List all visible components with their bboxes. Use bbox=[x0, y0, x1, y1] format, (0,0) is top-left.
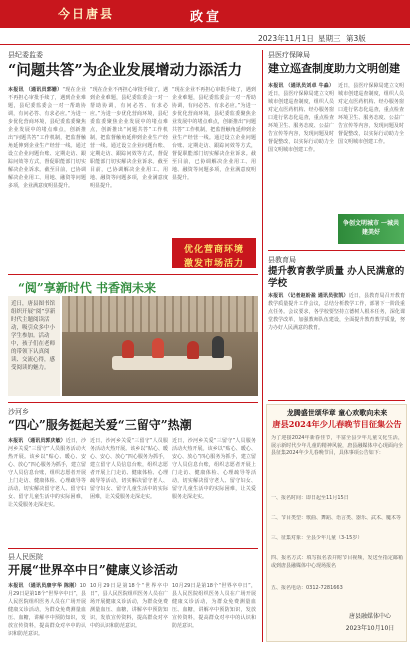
notice-item-5: 五、报名电话：0312-7281663 bbox=[271, 585, 343, 591]
notice-footer-date: 2023年10月10日 bbox=[345, 625, 395, 632]
right-rule-1 bbox=[268, 250, 405, 251]
article2-body-col3 bbox=[172, 437, 256, 545]
right-article1-headline: 建立巡查制度助力文明创建 bbox=[268, 62, 400, 75]
dateline bbox=[0, 30, 410, 44]
newspaper-logo: 今日唐县 bbox=[58, 7, 115, 21]
civilization-banner-text: 争创文明城市 一城共建美好 bbox=[342, 220, 400, 236]
article1-body bbox=[8, 86, 86, 268]
right-article1-body bbox=[268, 82, 334, 212]
right-article2-byline: 本报讯 （记者赵盼盈 通讯员张凯） bbox=[268, 293, 349, 299]
article2-body bbox=[8, 437, 86, 545]
right-article1-kicker: 县医疗保障局 bbox=[268, 51, 310, 59]
civilization-banner bbox=[338, 214, 404, 244]
banner-line1: 优化营商环境 bbox=[183, 245, 244, 255]
notice-intro: 为了迎接2024年新春佳节，丰富全县少年儿童文化生活，展示新时代少年儿童的精神风貌，唐县融媒体中心现面向全县征集2024年少儿春晚节目，具体事项公告如下： bbox=[271, 435, 403, 456]
reading-table-shape bbox=[112, 356, 232, 370]
article3-body bbox=[8, 582, 86, 642]
section-rule-1 bbox=[8, 274, 258, 275]
article2-body-col2 bbox=[90, 437, 168, 545]
adult-figure bbox=[212, 336, 224, 358]
notice-item-3: 三、征集对象：全县少年儿童（3-15岁） bbox=[271, 535, 363, 541]
article1-text-col2: “现在企业不再担心审批手续了，遇到企业难题，县纪委监委会一对一帮助协调，有问必答、有求必应。”为进一步优化营商环境，县纪委监委聚焦企业发展中的堵点难点，创新推出“问题共答”工作机制，把监督触角延伸到企业生产经营一线。通过设立企业问题台账、定期走访、跟踪问效等方式，督促职能部门切实解决企业诉求。截至目前，已协调解决企业用工、用地、融资等问题多项，企业满意度明显提升。 bbox=[90, 87, 168, 189]
notice-box bbox=[266, 404, 407, 642]
article1-byline: 本报讯 （通讯员郭姗） bbox=[8, 87, 63, 93]
section-rule-2 bbox=[8, 402, 258, 403]
article3-headline: 开展“世界卒中日”健康义诊活动 bbox=[8, 563, 178, 577]
notice-subtitle: 龙腾盛世颂华章 童心欢歌向未来 bbox=[286, 409, 388, 417]
child-figure-1 bbox=[122, 340, 134, 358]
bookshelf-shape bbox=[62, 296, 258, 332]
business-banner bbox=[172, 238, 256, 268]
child-figure-3 bbox=[187, 341, 199, 359]
notice-item-2: 二、节目类型：歌曲、舞蹈、语言类、器乐、武术、魔术等 bbox=[271, 515, 402, 521]
right-article1-text: 近日，县医疗保障局建立文明城市创建巡查制度，组织人员对定点医药机构、经办服务窗口进行常态化巡查，重点检查环境卫生、服务态度、公益广告宣传等内容，发现问题及时督促整改，以实际行动助力全国文明城市创建工作。 bbox=[268, 91, 334, 153]
right-article1-byline: 本报讯 （通讯员刘卓 牛淼） bbox=[268, 83, 334, 89]
right-article2-kicker: 县教育局 bbox=[268, 256, 296, 264]
section-title: 政宣 bbox=[190, 10, 223, 25]
article3-body-col2 bbox=[90, 582, 168, 642]
article3-byline: 本报讯 （通讯员康宇华 陈刚） bbox=[8, 583, 80, 589]
page-number: 第3版 bbox=[346, 34, 366, 43]
article2-kicker: 沙河乡 bbox=[8, 408, 29, 416]
section-rule-3 bbox=[8, 548, 258, 549]
photo-caption-box bbox=[8, 296, 60, 396]
photo-caption: 近日，唐县图书馆组织开展“阅”享新时代主题阅读活动，吸引众多中小学生参加。活动中，孩子们在老师的带领下认真阅读、交流心得，感受阅读的魅力。 bbox=[11, 301, 56, 371]
child-figure-2 bbox=[152, 338, 164, 358]
right-article2-text: 近日，县教育局召开教育教学质量提升工作会议，总结分析教学工作，部署下一阶段重点任务。会议要求，各学校要坚持立德树人根本任务，深化课堂教学改革，加强教师队伍建设，全面提升教育教学质量，努力办好人民满意的教育。 bbox=[268, 293, 405, 331]
article1-headline: “问题共答”为企业发展增动力添活力 bbox=[8, 62, 243, 79]
right-article1-text-col2: 近日，县医疗保障局建立文明城市创建巡查制度，组织人员对定点医药机构、经办服务窗口进行常态化巡查，重点检查环境卫生、服务态度、公益广告宣传等内容，发现问题及时督促整改，以实际行动助力全国文明城市创建工作。 bbox=[338, 83, 404, 145]
article3-text-col2: 10月29日是第18个“世界卒中日”，县人民医院组织医务人员在广场开展健康义诊活动，为群众免费测量血压、血糖，讲解卒中预防知识，发放宣传资料，提高群众对卒中的认识和防范意识。 bbox=[90, 583, 168, 629]
right-article2-headline: 提升教育教学质量 办人民满意的学校 bbox=[268, 266, 405, 289]
issue-weekday: 星期三 bbox=[318, 34, 341, 43]
article2-byline: 本报讯 （通讯员郭庆敏） bbox=[8, 438, 66, 444]
library-reading-photo bbox=[62, 296, 258, 396]
notice-footer-org: 唐县融媒体中心 bbox=[348, 613, 391, 620]
article1-body-col2 bbox=[90, 86, 168, 268]
reading-section-title: “阅”享新时代 书香润未来 bbox=[18, 281, 156, 295]
column-divider bbox=[262, 50, 263, 642]
article1-text-col3: “现在企业不再担心审批手续了，遇到企业难题，县纪委监委会一对一帮助协调，有问必答、有求必应。”为进一步优化营商环境，县纪委监委聚焦企业发展中的堵点难点，创新推出“问题共答”工作机制，把监督触角延伸到企业生产经营一线。通过设立企业问题台账、定期走访、跟踪问效等方式，督促职能部门切实解决企业诉求。截至目前，已协调解决企业用工、用地、融资等问题多项，企业满意度明显提升。 bbox=[172, 87, 256, 181]
article2-text-col2: 近日，沙河乡关爱“三留守”人员服务活动火热开展。该乡以“贴心、暖心、安心、放心”四心服务为抓手，建立留守人员信息台账，组织志愿者开展上门走访、健康体检、心理疏导等活动，切实解决留守老人、留守妇女、留守儿童生活中的实际困难，让关爱服务走深走实。 bbox=[90, 438, 168, 500]
banner-line2: 激发市场活力 bbox=[183, 259, 244, 269]
article3-kicker: 县人民医院 bbox=[8, 553, 43, 561]
notice-item-1: 一、报名时间：即日起至11月15日 bbox=[271, 495, 349, 501]
article1-kicker: 县纪委监委 bbox=[8, 51, 43, 59]
article3-text: 10月29日是第18个“世界卒中日”，县人民医院组织医务人员在广场开展健康义诊活动，为群众免费测量血压、血糖，讲解卒中预防知识，发放宣传资料，提高群众对卒中的认识和防范意识。 bbox=[8, 583, 86, 637]
article2-text: 近日，沙河乡关爱“三留守”人员服务活动火热开展。该乡以“贴心、暖心、安心、放心”四心服务为抓手，建立留守人员信息台账，组织志愿者开展上门走访、健康体检、心理疏导等活动，切实解决留守老人、留守妇女、留守儿童生活中的实际困难，让关爱服务走深走实。 bbox=[8, 438, 86, 508]
article2-headline: “四心”服务挺起关爱“三留守”热潮 bbox=[8, 418, 192, 432]
article3-body-col3 bbox=[172, 582, 256, 642]
header-rule bbox=[0, 44, 410, 45]
notice-item-4: 四、报名方式：填写报名表并附节目视频，发送至指定邮箱或到唐县融媒体中心现场报名 bbox=[271, 555, 403, 569]
article3-text-col3: 10月29日是第18个“世界卒中日”，县人民医院组织医务人员在广场开展健康义诊活动，为群众免费测量血压、血糖，讲解卒中预防知识，发放宣传资料，提高群众对卒中的认识和防范意识。 bbox=[172, 583, 256, 629]
right-article2-body bbox=[268, 292, 405, 396]
right-rule-2 bbox=[268, 400, 405, 401]
article1-text: “现在企业不再担心审批手续了，遇到企业难题，县纪委监委会一对一帮助协调，有问必答、有求必应。”为进一步优化营商环境，县纪委监委聚焦企业发展中的堵点难点，创新推出“问题共答”工作机制，把监督触角延伸到企业生产经营一线。通过设立企业问题台账、定期走访、跟踪问效等方式，督促职能部门切实解决企业诉求。截至目前，已协调解决企业用工、用地、融资等问题多项，企业满意度明显提升。 bbox=[8, 87, 86, 189]
notice-title: 唐县2024年少儿春晚节目征集公告 bbox=[272, 419, 402, 429]
article2-text-col3: 近日，沙河乡关爱“三留守”人员服务活动火热开展。该乡以“贴心、暖心、安心、放心”四心服务为抓手，建立留守人员信息台账，组织志愿者开展上门走访、健康体检、心理疏导等活动，切实解决留守老人、留守妇女、留守儿童生活中的实际困难，让关爱服务走深走实。 bbox=[172, 438, 256, 500]
right-article1-body-col2 bbox=[338, 82, 404, 212]
issue-date: 2023年11月1日 bbox=[258, 34, 314, 43]
article1-body-col3 bbox=[172, 86, 256, 236]
